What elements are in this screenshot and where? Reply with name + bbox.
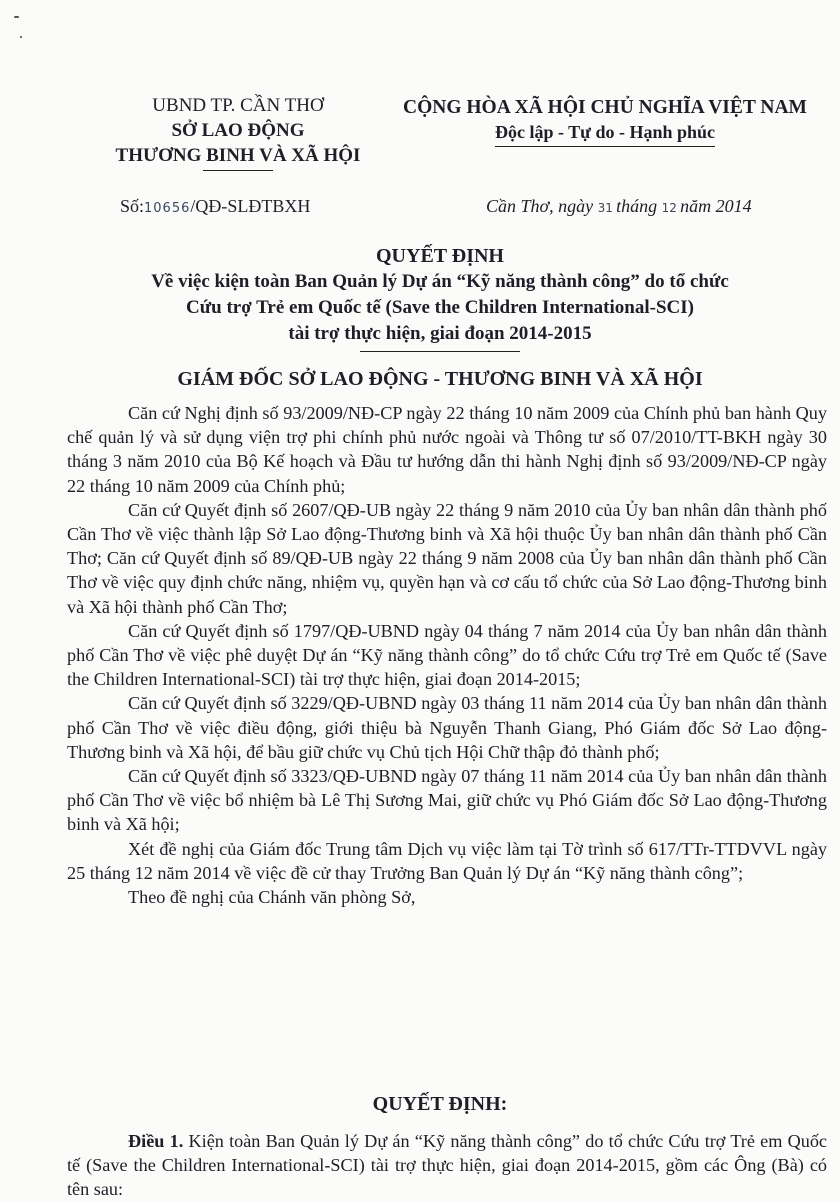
issuer-department: SỞ LAO ĐỘNG [171, 120, 305, 141]
basis-paragraph: Căn cứ Quyết định số 2607/QĐ-UB ngày 22 tháng 9 năm 2010 của Ủy ban nhân dân thành phố Cần Thơ về việc thành lập Sở Lao động-Thương binh và Xã hội thuộc Ủy ban nhân dân thành phố Cần Thơ; Căn cứ Quyết định số 89/QĐ-UB ngày 22 tháng 9 năm 2008 của Ủy ban nhân dân thành phố Cần Thơ về việc quy định chức năng, nhiệm vụ, quyền hạn và cơ cấu tổ chức của Sở Lao động-Thương binh và Xã hội thành phố Cần Thơ; [67, 499, 827, 617]
national-title: CỘNG HÒA XÃ HỘI CHỦ NGHĨA VIỆT NAM [403, 97, 807, 118]
scan-speck [14, 16, 19, 18]
article-1-text: Kiện toàn Ban Quản lý Dự án “Kỹ năng thành công” do tổ chức Cứu trợ Trẻ em Quốc tế (Save the Children International-SCI) tài trợ thực hiện, giai đoạn 2014-2015, gồm các Ông (Bà) có tên sau: [67, 1131, 828, 1200]
document-date [486, 196, 752, 217]
article-1-paragraph [67, 1129, 827, 1202]
issuer-department-line2: THƯƠNG BINH VÀ XÃ HỘI [115, 145, 361, 166]
doc-number-suffix: /QĐ-SLĐTBXH [190, 196, 311, 216]
date-day-handwritten: 31 [597, 201, 613, 215]
document-title [60, 243, 820, 352]
national-header [380, 95, 830, 147]
basis-paragraph: Xét đề nghị của Giám đốc Trung tâm Dịch vụ việc làm tại Tờ trình số 617/TTr-TTDVVL ngày 25 tháng 12 năm 2014 về việc đề cử thay Trưởng Ban Quản lý Dự án “Kỹ năng thành công”; [67, 838, 827, 883]
legal-basis [67, 401, 827, 909]
basis-paragraph: Căn cứ Quyết định số 1797/QĐ-UBND ngày 04 tháng 7 năm 2014 của Ủy ban nhân dân thành phố Cần Thơ về việc phê duyệt Dự án “Kỹ năng thành công” do tổ chức Cứu trợ Trẻ em Quốc tế (Save the Children International-SCI) tài trợ thực hiện, giai đoạn 2014-2015; [67, 620, 827, 690]
issuing-authority: GIÁM ĐỐC SỞ LAO ĐỘNG - THƯƠNG BINH VÀ XÃ HỘI [177, 368, 703, 390]
basis-paragraph: Căn cứ Quyết định số 3229/QĐ-UBND ngày 03 tháng 11 năm 2014 của Ủy ban nhân dân thành phố Cần Thơ về việc điều động, giới thiệu bà Nguyễn Thanh Giang, Phó Giám đốc Sở Lao động-Thương binh và Xã hội, để bầu giữ chức vụ Chủ tịch Hội Chữ thập đỏ thành phố; [67, 693, 827, 762]
scan-speck [20, 36, 22, 38]
basis-paragraph: Căn cứ Nghị định số 93/2009/NĐ-CP ngày 22 tháng 10 năm 2009 của Chính phủ ban hành Quy chế quản lý và sử dụng viện trợ phi chính phủ nước ngoài và Thông tư số 07/2010/TT-BKH ngày 30 tháng 3 năm 2010 của Bộ Kế hoạch và Đầu tư hướng dẫn thi hành Nghị định số 93/2009/NĐ-CP ngày 22 tháng 10 năm 2009 của Chính phủ; [67, 403, 827, 496]
issuer-underline [203, 170, 273, 171]
title-heading: QUYẾT ĐỊNH [376, 245, 504, 267]
date-prefix: Cần Thơ, ngày [486, 196, 594, 216]
title-subject-line3: tài trợ thực hiện, giai đoạn 2014-2015 [288, 323, 592, 344]
title-subject-line2: Cứu trợ Trẻ em Quốc tế (Save the Children International-SCI) [186, 297, 694, 318]
decision-heading: QUYẾT ĐỊNH: [372, 1093, 508, 1115]
basis-paragraph: Theo đề nghị của Chánh văn phòng Sở, [128, 887, 416, 908]
date-month-word: tháng [616, 196, 658, 216]
doc-number-handwritten: 10656 [144, 201, 191, 216]
national-motto: Độc lập - Tự do - Hạnh phúc [495, 120, 715, 147]
date-month-handwritten: 12 [661, 201, 677, 215]
document-number [120, 196, 310, 217]
date-suffix: năm 2014 [680, 196, 752, 216]
article-1 [67, 1129, 827, 1202]
basis-paragraph: Căn cứ Quyết định số 3323/QĐ-UBND ngày 07 tháng 11 năm 2014 của Ủy ban nhân dân thành phố Cần Thơ về việc bổ nhiệm bà Lê Thị Sương Mai, giữ chức vụ Phó Giám đốc Sở Lao động-Thương binh và Xã hội; [67, 766, 827, 835]
article-1-label: Điều 1. [128, 1131, 184, 1151]
doc-number-prefix: Số: [120, 196, 145, 216]
issuer-city: UBND TP. CẦN THƠ [152, 95, 324, 116]
issuer-header [88, 93, 388, 171]
title-underline [360, 351, 520, 352]
title-subject-line1: Về việc kiện toàn Ban Quản lý Dự án “Kỹ năng thành công” do tổ chức [151, 271, 729, 292]
